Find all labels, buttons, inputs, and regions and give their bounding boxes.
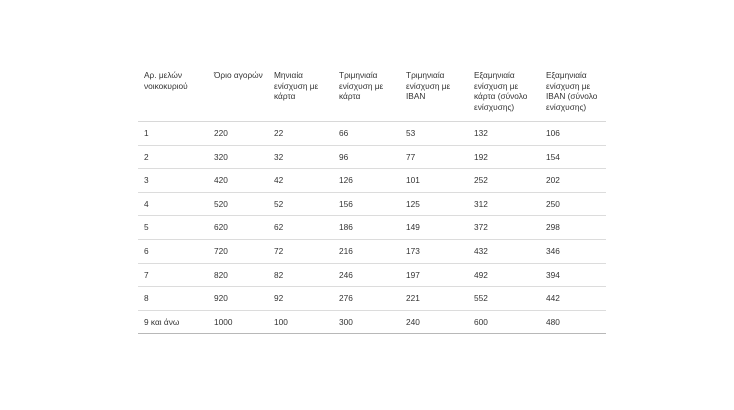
- cell-monthly-card: 42: [268, 169, 333, 193]
- cell-semiannual-card: 192: [468, 145, 540, 169]
- cell-semiannual-card: 552: [468, 287, 540, 311]
- cell-monthly-card: 52: [268, 192, 333, 216]
- table-body: [138, 122, 606, 334]
- cell-household-members: 6: [138, 239, 208, 263]
- table-row: [138, 216, 606, 240]
- cell-quarterly-card: 186: [333, 216, 400, 240]
- table-row: [138, 169, 606, 193]
- cell-monthly-card: 92: [268, 287, 333, 311]
- header-monthly-card: Μηνιαία ενίσχυση με κάρτα: [268, 68, 333, 122]
- subsidy-table: [138, 68, 606, 334]
- cell-quarterly-card: 66: [333, 122, 400, 146]
- cell-semiannual-iban: 394: [540, 263, 606, 287]
- cell-semiannual-card: 132: [468, 122, 540, 146]
- cell-quarterly-iban: 101: [400, 169, 468, 193]
- cell-semiannual-card: 600: [468, 310, 540, 334]
- table-row: [138, 239, 606, 263]
- cell-household-members: 8: [138, 287, 208, 311]
- table-row: [138, 122, 606, 146]
- cell-monthly-card: 72: [268, 239, 333, 263]
- cell-semiannual-card: 372: [468, 216, 540, 240]
- cell-household-members: 4: [138, 192, 208, 216]
- table-row: [138, 287, 606, 311]
- header-quarterly-card: Τριμηνιαία ενίσχυση με κάρτα: [333, 68, 400, 122]
- cell-household-members: 9 και άνω: [138, 310, 208, 334]
- cell-household-members: 5: [138, 216, 208, 240]
- cell-household-members: 1: [138, 122, 208, 146]
- cell-quarterly-card: 96: [333, 145, 400, 169]
- cell-quarterly-card: 126: [333, 169, 400, 193]
- cell-quarterly-card: 276: [333, 287, 400, 311]
- cell-purchase-limit: 920: [208, 287, 268, 311]
- cell-quarterly-card: 156: [333, 192, 400, 216]
- cell-semiannual-card: 252: [468, 169, 540, 193]
- cell-monthly-card: 82: [268, 263, 333, 287]
- cell-quarterly-iban: 221: [400, 287, 468, 311]
- cell-quarterly-card: 300: [333, 310, 400, 334]
- header-semiannual-iban: Εξαμηνιαία ενίσχυση με IBAN (σύνολο ενίσχυσης): [540, 68, 606, 122]
- cell-household-members: 3: [138, 169, 208, 193]
- table-row: [138, 263, 606, 287]
- table-row: [138, 145, 606, 169]
- cell-monthly-card: 32: [268, 145, 333, 169]
- cell-semiannual-card: 432: [468, 239, 540, 263]
- header-purchase-limit: Όριο αγορών: [208, 68, 268, 122]
- cell-quarterly-iban: 53: [400, 122, 468, 146]
- header-semiannual-card: Εξαμηνιαία ενίσχυση με κάρτα (σύνολο ενίσχυσης): [468, 68, 540, 122]
- cell-quarterly-iban: 197: [400, 263, 468, 287]
- cell-purchase-limit: 820: [208, 263, 268, 287]
- cell-semiannual-iban: 298: [540, 216, 606, 240]
- cell-purchase-limit: 320: [208, 145, 268, 169]
- cell-semiannual-iban: 346: [540, 239, 606, 263]
- cell-purchase-limit: 620: [208, 216, 268, 240]
- cell-purchase-limit: 720: [208, 239, 268, 263]
- cell-quarterly-iban: 125: [400, 192, 468, 216]
- cell-household-members: 7: [138, 263, 208, 287]
- header-quarterly-iban: Τριμηνιαία ενίσχυση με IBAN: [400, 68, 468, 122]
- subsidy-table-container: [138, 68, 606, 334]
- cell-purchase-limit: 1000: [208, 310, 268, 334]
- table-header: [138, 68, 606, 122]
- cell-purchase-limit: 220: [208, 122, 268, 146]
- cell-semiannual-iban: 480: [540, 310, 606, 334]
- table-row: [138, 192, 606, 216]
- cell-semiannual-iban: 250: [540, 192, 606, 216]
- cell-quarterly-iban: 173: [400, 239, 468, 263]
- cell-semiannual-iban: 106: [540, 122, 606, 146]
- cell-monthly-card: 100: [268, 310, 333, 334]
- cell-semiannual-card: 312: [468, 192, 540, 216]
- cell-semiannual-iban: 202: [540, 169, 606, 193]
- cell-monthly-card: 22: [268, 122, 333, 146]
- cell-semiannual-iban: 442: [540, 287, 606, 311]
- cell-monthly-card: 62: [268, 216, 333, 240]
- cell-quarterly-card: 216: [333, 239, 400, 263]
- cell-purchase-limit: 520: [208, 192, 268, 216]
- cell-quarterly-iban: 77: [400, 145, 468, 169]
- cell-quarterly-iban: 149: [400, 216, 468, 240]
- header-household-members: Αρ. μελών νοικοκυριού: [138, 68, 208, 122]
- cell-quarterly-card: 246: [333, 263, 400, 287]
- table-row: [138, 310, 606, 334]
- cell-household-members: 2: [138, 145, 208, 169]
- cell-purchase-limit: 420: [208, 169, 268, 193]
- cell-quarterly-iban: 240: [400, 310, 468, 334]
- header-row: [138, 68, 606, 122]
- cell-semiannual-iban: 154: [540, 145, 606, 169]
- cell-semiannual-card: 492: [468, 263, 540, 287]
